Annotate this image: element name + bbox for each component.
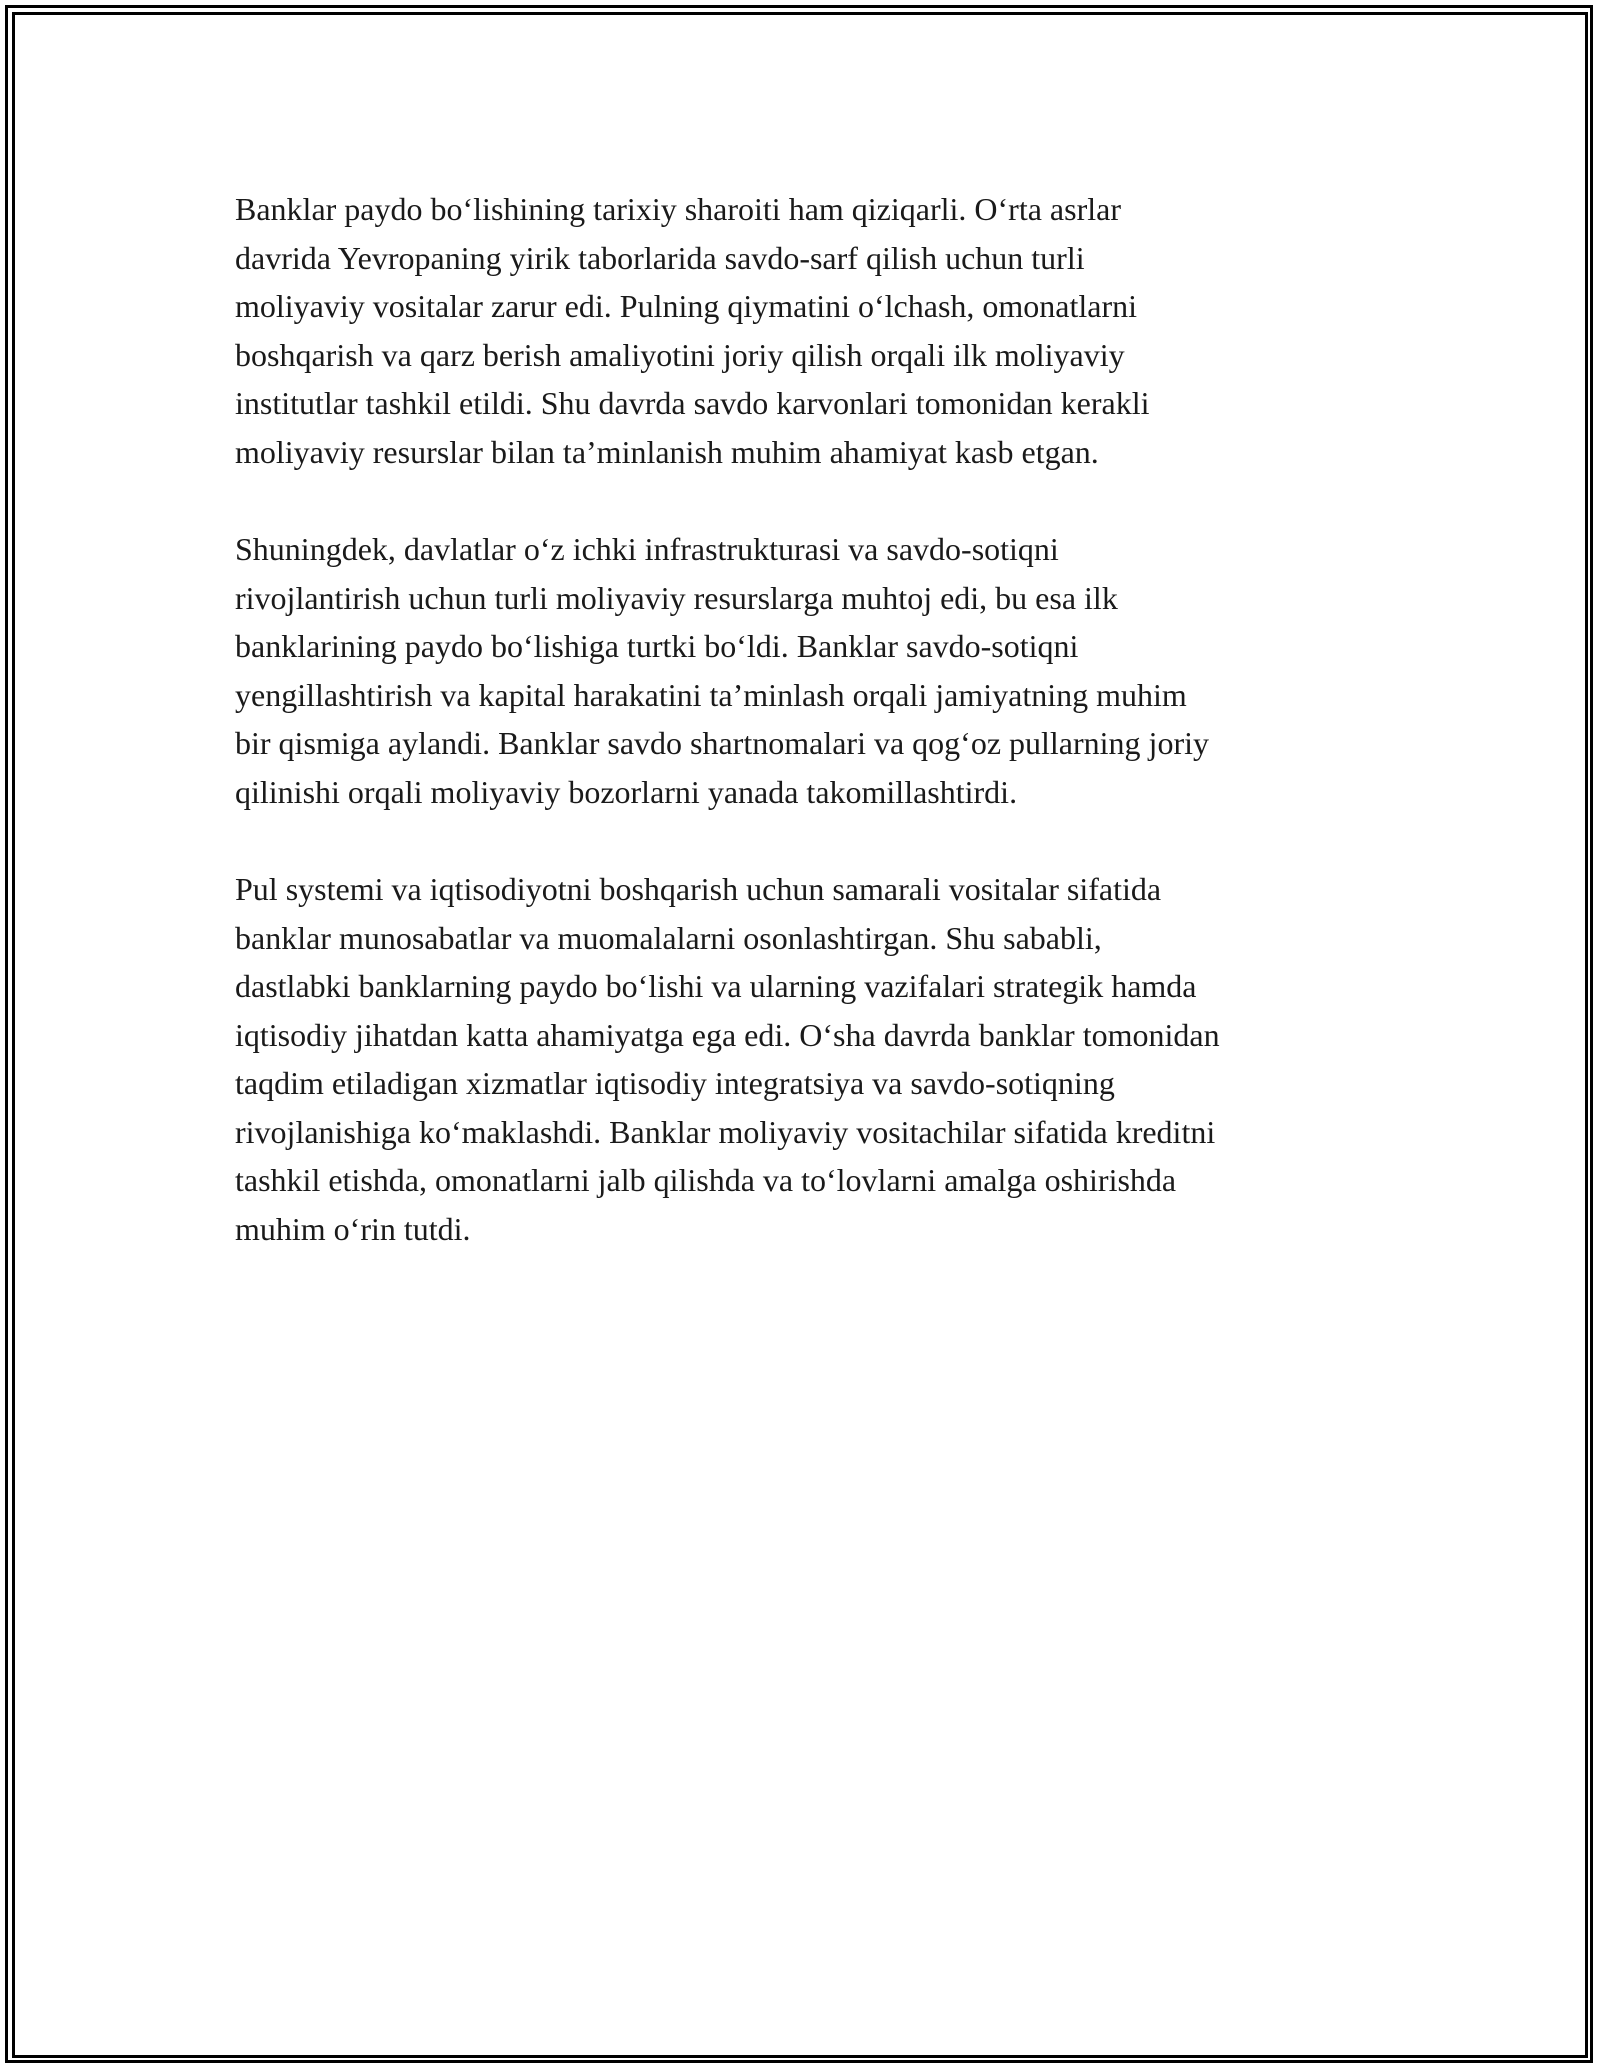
paragraph-3 [235,865,1370,1253]
text-line: moliyaviy vositalar zarur edi. Pulning qiymatini o‘lchash, omonatlarni [235,288,1138,324]
text-line: tashkil etishda, omonatlarni jalb qilishda va to‘lovlarni amalga oshirishda [235,1162,1177,1198]
text-line: Pul systemi va iqtisodiyotni boshqarish uchun samarali vositalar sifatida [235,871,1162,907]
text-line: rivojlanishiga ko‘maklashdi. Banklar moliyaviy vositachilar sifatida kreditni [235,1113,1216,1150]
text-line: moliyaviy resurslar bilan ta’minlanish muhim ahamiyat kasb etgan. [235,433,1099,470]
text-line: Banklar paydo bo‘lishining tarixiy sharoiti ham qiziqarli. O‘rta asrlar [235,191,1121,227]
text-line: iqtisodiy jihatdan katta ahamiyatga ega edi. O‘sha davrda banklar tomonidan [235,1016,1220,1053]
document-body [235,185,1370,1302]
text-line: banklar munosabatlar va muomalalarni osonlashtirgan. Shu sababli, [235,919,1102,956]
text-line: qilinishi orqali moliyaviy bozorlarni yanada takomillashtirdi. [235,773,1018,810]
text-line: boshqarish va qarz berish amaliyotini joriy qilish orqali ilk moliyaviy [235,336,1125,373]
text-line: Shuningdek, davlatlar o‘z ichki infrastrukturasi va savdo-sotiqni [235,531,1059,567]
text-line: institutlar tashkil etildi. Shu davrda savdo karvonlari tomonidan kerakli [235,385,1150,421]
text-line: bir qismiga aylandi. Banklar savdo shartnomalari va qog‘oz pullarning joriy [235,725,1209,761]
text-line: muhim o‘rin tutdi. [235,1210,471,1247]
text-line: dastlabki banklarning paydo bo‘lishi va ularning vazifalari strategik hamda [235,968,1197,1004]
text-line: yengillashtirish va kapital harakatini ta’minlash orqali jamiyatning muhim [235,676,1187,713]
text-line: davrida Yevropaning yirik taborlarida savdo-sarf qilish uchun turli [235,239,1085,276]
text-line: taqdim etiladigan xizmatlar iqtisodiy integratsiya va savdo-sotiqning [235,1065,1115,1101]
text-line: rivojlantirish uchun turli moliyaviy resurslarga muhtoj edi, bu esa ilk [235,579,1118,616]
paragraph-1 [235,185,1370,476]
paragraph-2 [235,525,1370,816]
text-line: banklarining paydo bo‘lishiga turtki bo‘ldi. Banklar savdo-sotiqni [235,628,1079,664]
